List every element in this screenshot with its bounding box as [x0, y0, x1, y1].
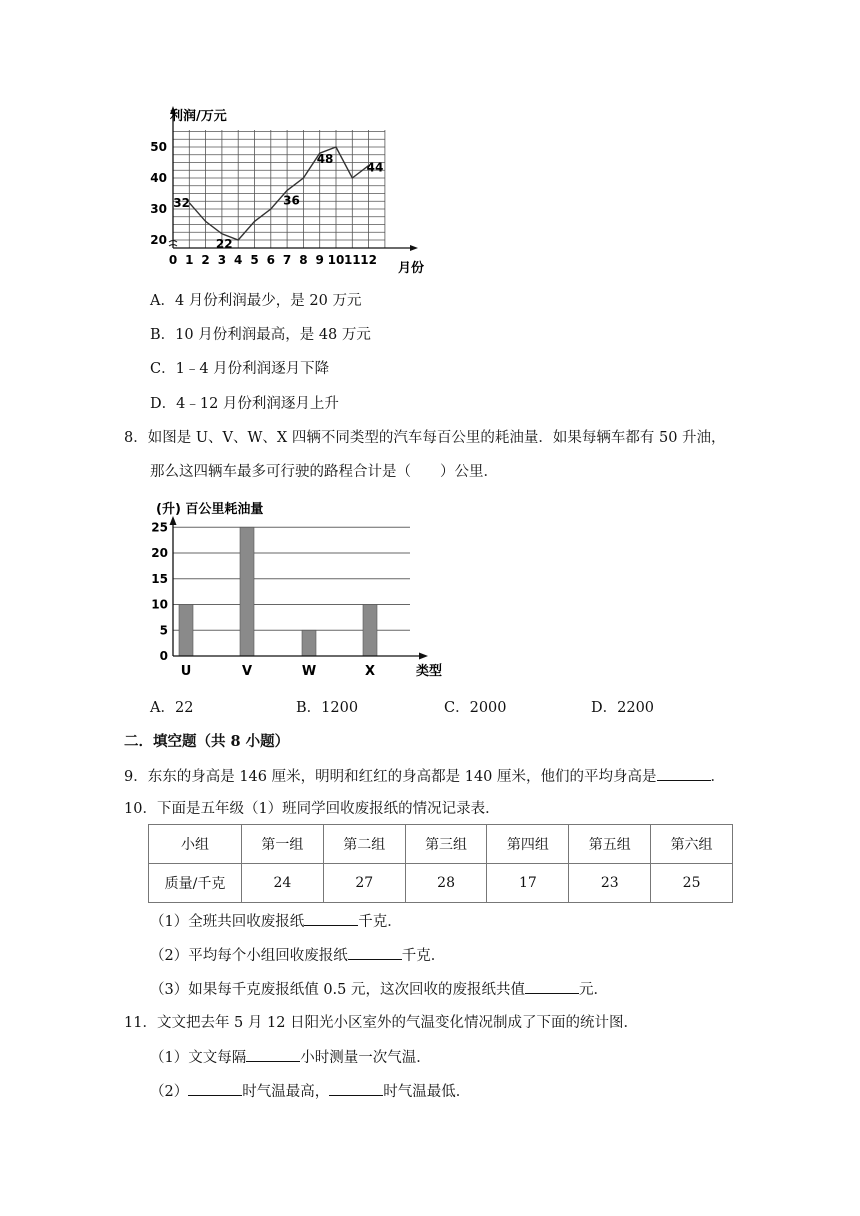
x-tick-label: 7 — [282, 253, 292, 267]
bar-u — [179, 605, 193, 657]
y-tick-label: 40 — [150, 171, 167, 185]
table-row — [149, 864, 733, 903]
q11-sub2-blank-low[interactable] — [329, 1081, 383, 1096]
x-tick-label: 3 — [217, 253, 227, 267]
y-tick-label: 10 — [151, 597, 168, 612]
data-label: 22 — [215, 236, 233, 251]
x-axis-arrow — [410, 245, 418, 251]
q9: 9．东东的身高是 146 厘米，明明和红红的身高都是 140 厘米，他们的平均身高是 ． — [124, 766, 725, 787]
y-tick-label: 50 — [150, 140, 167, 154]
x-tick-label: 9 — [315, 253, 324, 267]
q10-stem: 10．下面是五年级（1）班同学回收废报纸的情况记录表． — [124, 801, 500, 817]
table-cell: 23 — [569, 864, 651, 903]
q8-stem-line1: 8．如图是 U、V、W、X 四辆不同类型的汽车每百公里的耗油量．如果每辆车都有 50 升油， — [124, 430, 726, 446]
table-header-row — [149, 825, 733, 864]
table-cell: 28 — [405, 864, 487, 903]
q9-stem: 9．东东的身高是 146 厘米，明明和红红的身高都是 140 厘米，他们的平均身高是 — [124, 769, 657, 785]
x-tick-label: V — [241, 664, 253, 679]
q11-stem: 11．文文把去年 5 月 12 日阳光小区室外的气温变化情况制成了下面的统计图． — [124, 1015, 639, 1031]
data-label: 48 — [316, 152, 334, 167]
x-tick-label: 0 — [168, 253, 178, 267]
x-tick-label: 6 — [266, 253, 275, 267]
bar-x — [363, 605, 377, 657]
y-axis-label: 利润/万元 — [170, 109, 227, 124]
record-table — [148, 824, 733, 903]
table-header-cell: 第一组 — [242, 825, 324, 864]
section-title: 二．填空题（共 8 小题） — [124, 733, 290, 750]
y-tick-label: 20 — [150, 233, 167, 247]
x-tick-label: 2 — [201, 253, 210, 267]
table-header-cell: 小组 — [149, 825, 242, 864]
x-tick-label: 10 — [327, 253, 345, 267]
data-label: 44 — [366, 160, 384, 175]
q11-sub1-blank[interactable] — [246, 1047, 300, 1062]
y-tick-label: 5 — [159, 623, 168, 638]
x-axis-label: 类型 — [416, 664, 443, 679]
chart-title: (升) 百公里耗油量 — [156, 502, 264, 517]
table-row-label: 质量/千克 — [149, 864, 242, 903]
table-cell: 17 — [487, 864, 569, 903]
chart-axes — [169, 106, 418, 251]
table-header-cell: 第三组 — [405, 825, 487, 864]
table-header-cell: 第二组 — [323, 825, 405, 864]
x-tick-label: 8 — [299, 253, 308, 267]
chart-axes — [170, 516, 429, 660]
q8-option-a: A．22 — [150, 700, 194, 716]
q7-option-b: B．10 月份利润最高，是 48 万元 — [150, 327, 371, 343]
x-tick-label: 4 — [234, 253, 243, 267]
y-tick-label: 30 — [150, 202, 167, 216]
x-tick-label: U — [180, 664, 192, 679]
x-tick-label: W — [301, 664, 317, 679]
q10-sub1: （1）全班共回收废报纸 千克． — [150, 911, 402, 932]
x-tick-label: X — [364, 664, 376, 679]
x-tick-label: 5 — [250, 253, 259, 267]
table-cell: 27 — [323, 864, 405, 903]
q8-stem-line2: 那么这四辆车最多可行驶的路程合计是（ ）公里． — [150, 464, 498, 480]
q10-sub3-blank[interactable] — [525, 979, 579, 994]
q11-sub1: （1）文文每隔 小时测量一次气温． — [150, 1047, 431, 1068]
q11-sub2-blank-high[interactable] — [188, 1081, 242, 1096]
q10-sub1-blank[interactable] — [304, 911, 358, 926]
table-header-cell: 第四组 — [487, 825, 569, 864]
profit-line-chart — [140, 100, 450, 282]
q10-sub2-blank[interactable] — [348, 945, 402, 960]
q10-sub2: （2）平均每个小组回收废报纸 千克． — [150, 945, 445, 966]
q11-sub2: （2） 时气温最高， 时气温最低． — [150, 1081, 470, 1102]
q9-answer-blank[interactable] — [657, 766, 711, 781]
y-tick-label: 15 — [151, 571, 168, 586]
x-tick-label: 11 — [343, 253, 361, 267]
y-axis-arrow — [170, 516, 177, 525]
bar-v — [240, 527, 254, 656]
x-tick-label: 1 — [185, 253, 194, 267]
x-axis-arrow — [419, 653, 428, 660]
q7-option-c: C．1﹣4 月份利润逐月下降 — [150, 361, 330, 377]
data-label: 32 — [173, 195, 191, 210]
bar-w — [302, 630, 316, 656]
table-header-cell: 第六组 — [651, 825, 733, 864]
y-tick-label: 0 — [159, 649, 168, 663]
table-cell: 25 — [651, 864, 733, 903]
q7-option-a: A．4 月份利润最少，是 20 万元 — [150, 293, 362, 309]
q10-sub3: （3）如果每千克废报纸值 0.5 元，这次回收的废报纸共值 元． — [150, 979, 608, 1000]
x-axis-label: 月份 — [398, 261, 425, 276]
q8-option-b: B．1200 — [296, 700, 359, 716]
q8-option-d: D．2200 — [591, 700, 655, 716]
y-tick-label: 25 — [151, 520, 168, 535]
table-header-cell: 第五组 — [569, 825, 651, 864]
q7-option-d: D．4﹣12 月份利润逐月上升 — [150, 396, 339, 412]
q8-option-c: C．2000 — [444, 700, 507, 716]
y-tick-label: 20 — [151, 546, 168, 560]
chart-grid — [173, 130, 385, 248]
data-label: 36 — [283, 193, 300, 208]
x-tick-label: 12 — [360, 253, 377, 267]
table-cell: 24 — [242, 864, 324, 903]
fuel-bar-chart — [140, 492, 460, 684]
